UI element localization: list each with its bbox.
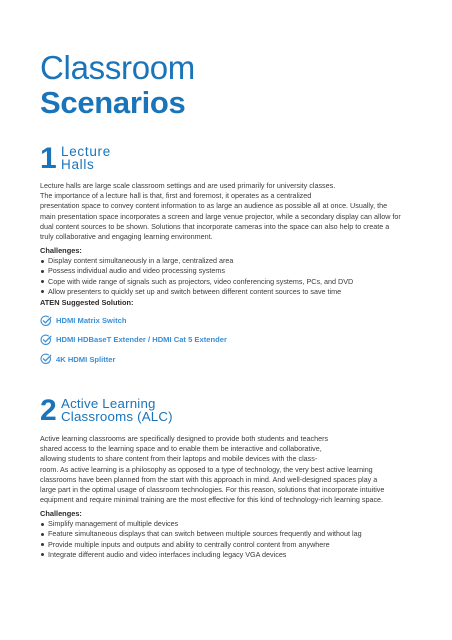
list-item: Possess individual audio and video processing systems xyxy=(40,266,353,276)
list-item: Feature simultaneous displays that can switch between multiple sources frequently and without lag xyxy=(40,529,362,539)
paragraph-line: large part in the optimal usage of classroom technologies. For this reason, solutions that incorporate intuitive xyxy=(40,485,385,495)
paragraph-line: presentation space to convey content information to as large an audience as possible all at once. Usually, the xyxy=(40,201,388,211)
list-item: Cope with wide range of signals such as projectors, video conferencing systems, PCs, and DVD xyxy=(40,277,353,287)
solution-item xyxy=(40,353,227,366)
paragraph-line: main presentation space incorporates a screen and large venue projector, while a secondary display can allow for xyxy=(40,211,401,221)
section-title xyxy=(61,144,111,171)
check-circle-icon xyxy=(40,334,52,346)
list-item: Allow presenters to quickly set up and switch between different content sources to save time xyxy=(40,287,353,297)
page-title-line1: Classroom xyxy=(40,49,196,86)
paragraph-line: Active learning classrooms are specifically designed to provide both students and teachers xyxy=(40,434,329,443)
section-title-line2: Halls xyxy=(61,157,95,172)
solution-link: HDMI Matrix Switch xyxy=(56,316,127,325)
solution-link: HDMI HDBaseT Extender / HDMI Cat 5 Extender xyxy=(56,335,227,345)
paragraph-line: shared access to the learning space and to enable them be interactive and collaborative, xyxy=(40,444,322,454)
paragraph-line: dual content sources to be shown. Solutions that incorporate cameras into the space can also help to create a xyxy=(40,221,390,231)
challenges-label: Challenges: xyxy=(40,509,82,518)
check-circle-icon xyxy=(40,353,52,365)
check-circle-icon xyxy=(40,315,52,327)
list-item: Provide multiple inputs and outputs and ability to centrally control content from anywhere xyxy=(40,540,362,550)
paragraph-line: classrooms have been planned from the start with this approach in mind. And well-designed spaces play a xyxy=(40,474,378,484)
list-item: Integrate different audio and video interfaces including legacy VGA devices xyxy=(40,550,362,560)
challenges-list xyxy=(40,519,362,560)
section-description xyxy=(40,434,420,505)
section-heading-active-learning xyxy=(40,396,173,426)
section-number: 2 xyxy=(40,394,57,427)
solution-label: ATEN Suggested Solution: xyxy=(40,298,134,307)
page-title-line2: Scenarios xyxy=(40,85,186,120)
paragraph-line: truly collaborative and engaging learning environment. xyxy=(40,232,213,242)
paragraph-line: The importance of a lecture hall is that, first and foremost, it operates as a centralized xyxy=(40,191,312,201)
solution-list xyxy=(40,314,227,372)
section-number: 1 xyxy=(40,142,57,175)
section-title-line1: Active Learning xyxy=(61,396,156,411)
paragraph-line: allowing students to share content from their laptops and mobile devices with the class- xyxy=(40,454,318,464)
section-heading-lecture-halls xyxy=(40,144,111,174)
challenges-list xyxy=(40,256,353,297)
list-item: Simplify management of multiple devices xyxy=(40,519,362,529)
paragraph-line: Lecture halls are large scale classroom settings and are used primarily for university classes. xyxy=(40,181,336,190)
page-title xyxy=(40,50,195,120)
section-title-line1: Lecture xyxy=(61,144,111,159)
paragraph-line: room. As active learning is a philosophy as opposed to a type of technology, the very best active learning xyxy=(40,464,373,474)
solution-link: 4K HDMI Splitter xyxy=(56,354,116,364)
section-title-line2: Classrooms (ALC) xyxy=(61,409,173,424)
list-item: Display content simultaneously in a large, centralized area xyxy=(40,256,353,266)
challenges-label: Challenges: xyxy=(40,246,82,255)
solution-item xyxy=(40,314,227,327)
section-description xyxy=(40,181,420,242)
paragraph-line: equipment and require minimal training are the most effective for this kind of technology-rich learning space. xyxy=(40,495,384,505)
section-title xyxy=(61,396,173,423)
solution-item xyxy=(40,333,227,346)
